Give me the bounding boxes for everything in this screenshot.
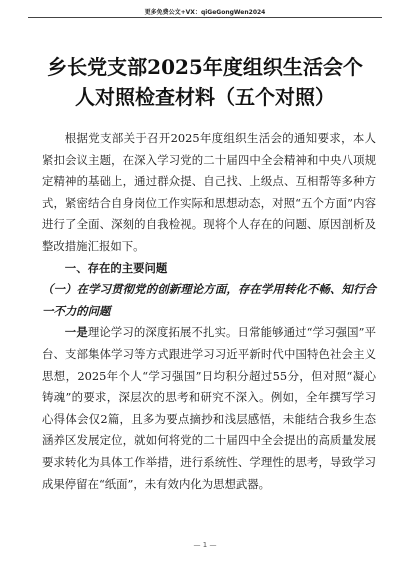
intro-paragraph: 根据党支部关于召开2025年度组织生活会的通知要求，本人紧扣会议主题，在深入学习党的二十届四中全会精神和中央八项规定精神的基础上，通过群众提、自己找、上级点、互相帮等多种方式，紧密结合自身岗位工作实际和思想动态，对照“五个方面”内容进行了全面、深刻的自我检视。现将个人存在的问题、原因剖析及整改措施汇报如下。 — [42, 131, 376, 253]
paragraph-lead: 一是 — [64, 325, 88, 340]
page-number: — 1 — — [193, 541, 217, 549]
section-heading: 一、存在的主要问题 — [64, 260, 168, 275]
paragraph-text: 理论学习的深度拓展不扎实。日常能够通过“学习强国”平台、支部集体学习等方式跟进学习习近平新时代中国特色社会主义思想，2025年个人“学习强国”日均积分超过55分，但对照“凝心铸魂”的要求，深层次的思考和研究不深入。例如，全年撰写学习心得体会仅2篇，且多为要点摘抄和浅层感悟，未能结合我乡生态涵养区发展定位，就如何将党的二十届四中全会提出的高质量发展要求转化为具体工作举措，进行系统性、学理性的思考，导致学习成果停留在“纸面”，未有效内化为思想武器。 — [42, 325, 376, 491]
header-note: 更多免费公文+VX：qiGeGongWen2024 — [144, 9, 266, 16]
header-divider — [28, 17, 382, 18]
document-body — [42, 128, 376, 495]
body-paragraph — [42, 322, 376, 495]
document-title: 乡长党支部2025年度组织生活会个人对照检查材料（五个对照） — [47, 55, 363, 109]
subsection-heading: （一）在学习贯彻党的创新理论方面，存在学用转化不畅、知行合一不力的问题 — [42, 282, 376, 318]
